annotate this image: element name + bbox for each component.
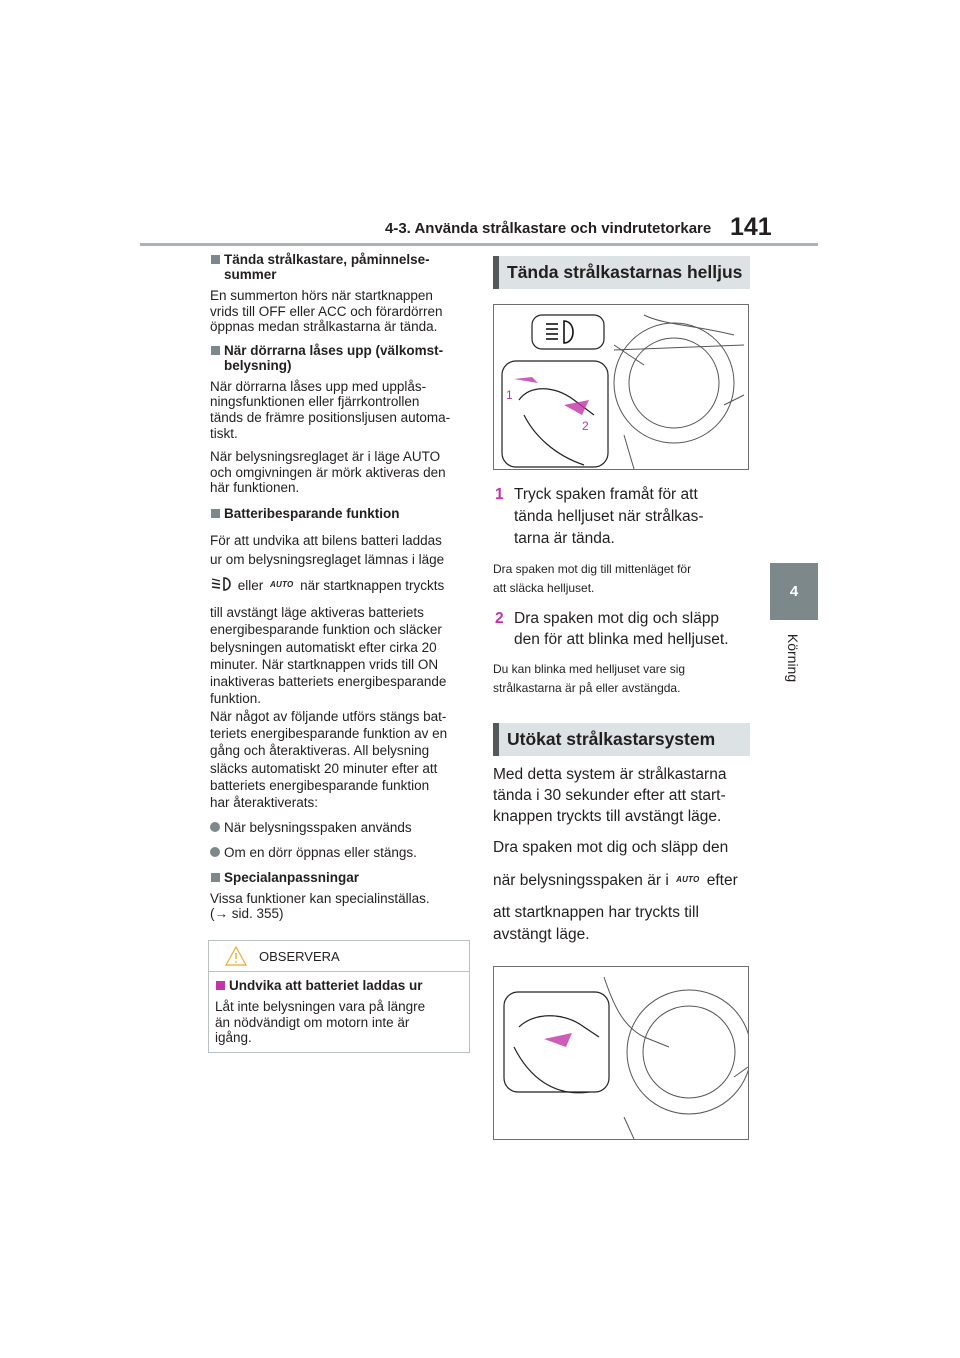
square-bullet-icon xyxy=(211,509,220,518)
note-text: Du kan blinka med helljuset vare sig strålkastarna är på eller avstängda. xyxy=(493,662,686,695)
paragraph: För att undvika att bilens batteri laddas ur om belysningsreglaget lämnas i läge xyxy=(210,532,445,567)
section-band: Utökat strålkastarsystem xyxy=(493,723,750,756)
paragraph: När belysningsreglaget är i läge AUTO och omgivningen är mörk aktiveras den här funktionen. xyxy=(210,449,446,496)
paragraph: när belysningsspaken är i AUTO efter xyxy=(493,869,753,892)
auto-icon: AUTO xyxy=(270,579,294,589)
square-bullet-icon xyxy=(211,873,220,882)
section-heading: Batteribesparande funktion xyxy=(210,506,468,521)
lever-illustration xyxy=(494,305,748,469)
notice-header xyxy=(209,941,469,972)
round-bullet-icon xyxy=(210,822,220,832)
square-bullet-icon xyxy=(216,981,225,990)
section-heading: Specialanpassningar xyxy=(210,870,468,885)
square-bullet-icon xyxy=(211,255,220,264)
note-text: Dra spaken mot dig till mittenläget för att släcka helljuset. xyxy=(493,562,692,595)
notice-box xyxy=(208,940,470,1053)
chapter-tab: 4 xyxy=(770,563,818,620)
chapter-label: Körning xyxy=(785,633,801,683)
notice-text: Låt inte belysningen vara på längre än nödvändigt om motorn inte är igång. xyxy=(215,999,426,1046)
section-band: Tända strålkastarnas helljus xyxy=(493,256,750,289)
step-item: 1 Tryck spaken framåt för att tända helljuset när strålkas- tarna är tända. xyxy=(495,486,704,547)
callout-2: 2 xyxy=(582,419,589,433)
round-bullet-icon xyxy=(210,847,220,857)
right-column xyxy=(493,256,753,1140)
square-bullet-icon xyxy=(211,346,220,355)
notice-label: OBSERVERA xyxy=(259,949,340,964)
left-column xyxy=(210,252,468,930)
figure-high-beam xyxy=(493,304,749,470)
page-number: 141 xyxy=(730,213,772,241)
callout-1: 1 xyxy=(506,388,513,402)
list-item: När belysningsspaken används xyxy=(210,820,468,835)
paragraph: När dörrarna låses upp med upplås- ningsfunktionen eller fjärrkontrollen tänds de främre positionsljusen automa- tiskt. xyxy=(210,378,451,441)
step-item: 2 Dra spaken mot dig och släpp den för att blinka med helljuset. xyxy=(495,610,729,648)
paragraph: Dra spaken mot dig och släpp den xyxy=(493,839,729,856)
auto-icon: AUTO xyxy=(676,875,700,884)
notice-title: Undvika att batteriet laddas ur xyxy=(215,978,463,993)
list-item: Om en dörr öppnas eller stängs. xyxy=(210,845,468,860)
section-title: 4-3. Använda strålkastare och vindrutetorkare xyxy=(385,220,712,237)
lever-illustration-2 xyxy=(494,967,748,1139)
paragraph: Vissa funktioner kan specialinställas. (→ sid. 355) xyxy=(210,890,430,922)
paragraph: En summerton hörs när startknappen vrids till OFF eller ACC och förardörren öppnas medan strålkastarna är tända. xyxy=(210,288,443,335)
paragraph: att startknappen har tryckts till avstängt läge. xyxy=(493,904,699,943)
figure-auto-lever xyxy=(493,966,749,1140)
paragraph: Med detta system är strålkastarna tända i 30 sekunder efter att start- knappen tryckts till avstängt läge. xyxy=(493,766,727,825)
paragraph: till avstängt läge aktiveras batteriets energibesparande funktion och släcker belysningen automatiskt efter cirka 20 minuter. När startknappen vrids till ON inaktiveras batteriets energibesparande funktion. När något av följande utförs stängs bat- teriets energibesparande funktion av en gång och återaktiveras. All belysning släcks automatiskt 20 minuter efter att batteriets energibesparande funktion har återaktiverats: xyxy=(210,604,448,811)
header-divider xyxy=(140,243,818,246)
warning-triangle-icon xyxy=(225,946,247,966)
section-heading: När dörrarna låses upp (välkomst- belysning) xyxy=(210,343,468,373)
icon-line: eller AUTO när startknappen tryckts xyxy=(210,575,468,596)
low-beam-icon xyxy=(210,576,234,592)
section-heading: Tända strålkastare, påminnelse- summer xyxy=(210,252,468,282)
